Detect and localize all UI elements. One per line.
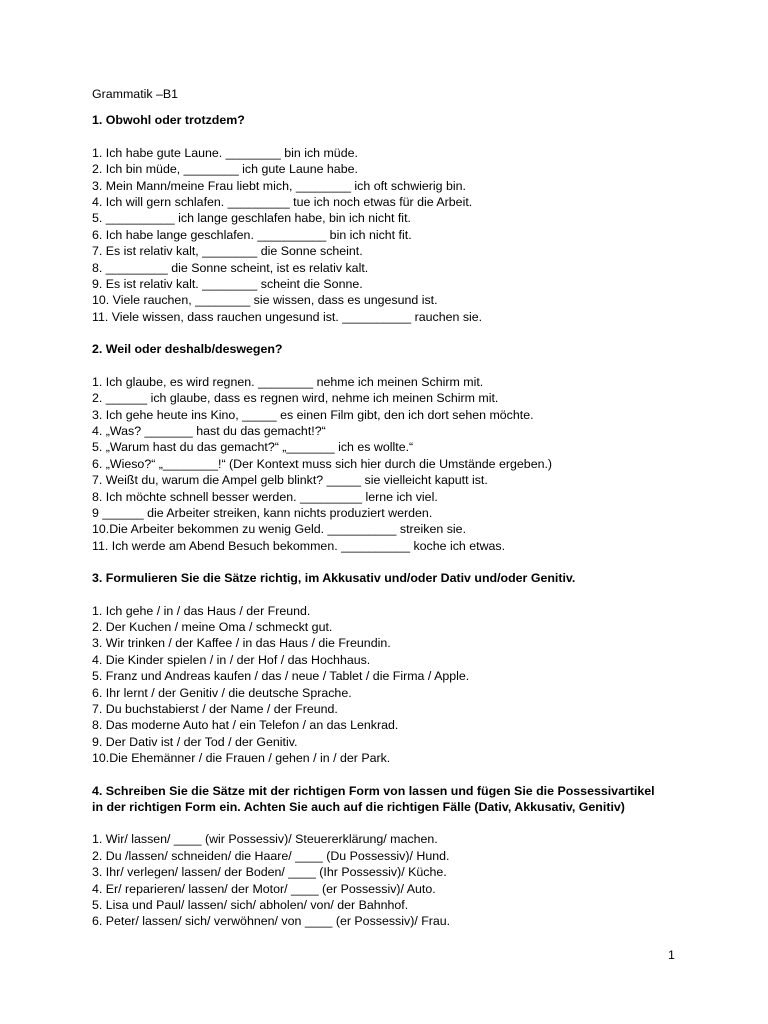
exercise-item: 6. Ihr lernt / der Genitiv / die deutsche Sprache.: [92, 685, 352, 700]
exercise-item: 10.Die Ehemänner / die Frauen / gehen / in / der Park.: [92, 751, 391, 766]
exercise-item: 9. Der Dativ ist / der Tod / der Genitiv.: [92, 734, 298, 749]
exercise-item: 3. Mein Mann/meine Frau liebt mich, ________ ich oft schwierig bin.: [92, 178, 466, 193]
exercise-item: 11. Ich werde am Abend Besuch bekommen. __________ koche ich etwas.: [92, 538, 506, 553]
exercise-item: 3. Wir trinken / der Kaffee / in das Haus / die Freundin.: [92, 636, 391, 651]
exercise-item: 4. Ich will gern schlafen. _________ tue ich noch etwas für die Arbeit.: [92, 195, 473, 210]
exercise-list: [92, 374, 692, 554]
exercise-item: 8. Ich möchte schnell besser werden. _________ lerne ich viel.: [92, 489, 438, 504]
exercise-item: 5. Lisa und Paul/ lassen/ sich/ abholen/ von/ der Bahnhof.: [92, 898, 409, 913]
section-heading: 4. Schreiben Sie die Sätze mit der richtigen Form von lassen und fügen Sie die Possessivartikel in der richtigen Form ein. Achten Sie auch auf die richtigen Fälle (Dativ, Akkusativ, Genitiv): [92, 783, 655, 815]
exercise-item: 8. Das moderne Auto hat / ein Telefon / an das Lenkrad.: [92, 718, 399, 733]
exercise-section: [92, 783, 692, 930]
exercise-item: 9. Es ist relativ kalt. ________ scheint die Sonne.: [92, 277, 363, 292]
exercise-list: [92, 831, 692, 929]
exercise-item: 4. „Was? _______ hast du das gemacht!?“: [92, 423, 326, 438]
exercise-item: 7. Es ist relativ kalt, ________ die Sonne scheint.: [92, 244, 363, 259]
page-number: 1: [668, 948, 675, 962]
exercise-item: 4. Er/ reparieren/ lassen/ der Motor/ ____ (er Possessiv)/ Auto.: [92, 881, 436, 896]
document-content: [92, 86, 692, 946]
exercise-item: 5. Franz und Andreas kaufen / das / neue / Tablet / die Firma / Apple.: [92, 669, 470, 684]
exercise-item: 8. _________ die Sonne scheint, ist es relativ kalt.: [92, 260, 369, 275]
exercise-item: 1. Ich habe gute Laune. ________ bin ich müde.: [92, 145, 358, 160]
exercise-section: [92, 112, 692, 325]
exercise-item: 3. Ich gehe heute ins Kino, _____ es einen Film gibt, den ich dort sehen möchte.: [92, 407, 534, 422]
exercise-item: 5. __________ ich lange geschlafen habe, bin ich nicht fit.: [92, 211, 411, 226]
exercise-item: 7. Du buchstabierst / der Name / der Freund.: [92, 702, 338, 716]
section-heading: 2. Weil oder deshalb/deswegen?: [92, 342, 283, 357]
exercise-item: 1. Ich glaube, es wird regnen. ________ nehme ich meinen Schirm mit.: [92, 374, 484, 389]
exercise-section: [92, 341, 692, 554]
exercise-item: 2. Ich bin müde, ________ ich gute Laune habe.: [92, 162, 358, 177]
exercise-sections: [92, 112, 692, 929]
exercise-item: 2. ______ ich glaube, dass es regnen wird, nehme ich meinen Schirm mit.: [92, 391, 499, 406]
exercise-item: 2. Der Kuchen / meine Oma / schmeckt gut.: [92, 619, 333, 634]
exercise-item: 6. „Wieso?“ „________!“ (Der Kontext muss sich hier durch die Umstände ergeben.): [92, 456, 553, 471]
exercise-item: 2. Du /lassen/ schneiden/ die Haare/ ____ (Du Possessiv)/ Hund.: [92, 848, 450, 863]
exercise-item: 9 ______ die Arbeiter streiken, kann nichts produziert werden.: [92, 505, 433, 520]
exercise-item: 6. Peter/ lassen/ sich/ verwöhnen/ von ____ (er Possessiv)/ Frau.: [92, 914, 451, 929]
exercise-item: 10. Viele rauchen, ________ sie wissen, dass es ungesund ist.: [92, 293, 438, 308]
exercise-section: [92, 570, 692, 766]
section-heading: 3. Formulieren Sie die Sätze richtig, im Akkusativ und/oder Dativ und/oder Genitiv.: [92, 571, 576, 586]
exercise-item: 3. Ihr/ verlegen/ lassen/ der Boden/ ____ (Ihr Possessiv)/ Küche.: [92, 865, 447, 880]
section-heading: 1. Obwohl oder trotzdem?: [92, 113, 245, 128]
exercise-item: 1. Wir/ lassen/ ____ (wir Possessiv)/ Steuererklärung/ machen.: [92, 832, 438, 847]
exercise-item: 7. Weißt du, warum die Ampel gelb blinkt? _____ sie vielleicht kaputt ist.: [92, 473, 488, 488]
document-title: Grammatik –B1: [92, 87, 179, 101]
exercise-item: 10.Die Arbeiter bekommen zu wenig Geld. __________ streiken sie.: [92, 522, 467, 537]
exercise-item: 6. Ich habe lange geschlafen. __________ bin ich nicht fit.: [92, 227, 412, 242]
exercise-list: [92, 145, 692, 325]
exercise-item: 1. Ich gehe / in / das Haus / der Freund.: [92, 603, 311, 618]
exercise-item: 4. Die Kinder spielen / in / der Hof / das Hochhaus.: [92, 652, 371, 667]
exercise-list: [92, 603, 692, 767]
exercise-item: 5. „Warum hast du das gemacht?“ „_______ ich es wollte.“: [92, 440, 414, 455]
exercise-item: 11. Viele wissen, dass rauchen ungesund ist. __________ rauchen sie.: [92, 309, 483, 324]
